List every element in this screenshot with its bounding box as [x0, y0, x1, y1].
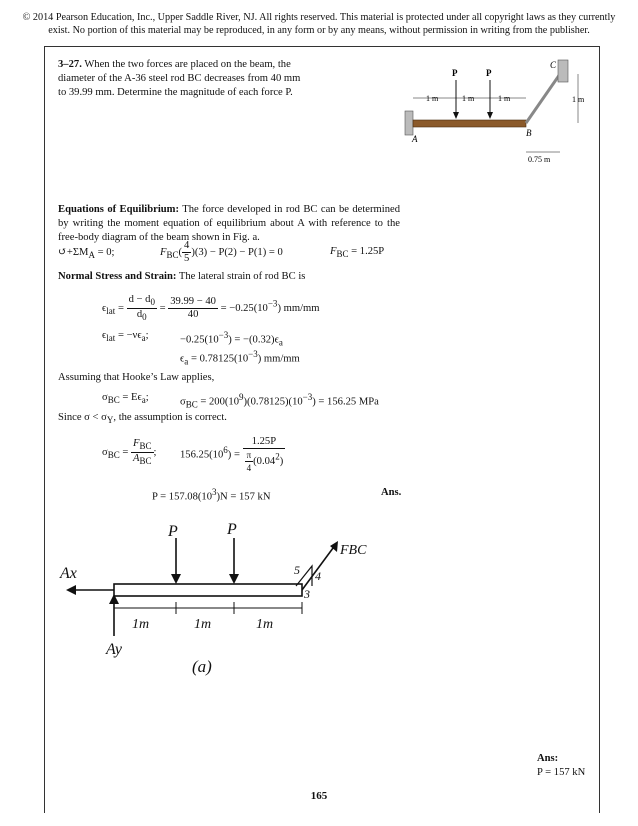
- dim-1: 1 m: [426, 94, 439, 103]
- assumption-check: [58, 412, 227, 425]
- fbd-label-fbc: FBC: [340, 543, 367, 558]
- moment-body-rest: (3) − P(2) − P(1) = 0: [194, 246, 283, 258]
- hooke-eq-sub: a: [141, 395, 146, 406]
- stress-frac-den: [131, 453, 154, 467]
- poisson-eq: = −νϵ: [115, 330, 142, 341]
- strain-fraction-2: [168, 296, 218, 321]
- beam-figure: [400, 56, 600, 166]
- moment-body-f: F: [160, 246, 167, 258]
- hooke-rhs-c: )(0.78125)(10: [243, 396, 303, 408]
- fbd-label-p1: P: [168, 523, 178, 540]
- stress-frac-num-sub: BC: [139, 441, 152, 452]
- final-b: )N = 157 kN: [216, 491, 271, 503]
- hooke-rhs-b: = 200(10: [197, 396, 240, 408]
- normal-stress-paragraph: [58, 270, 400, 284]
- fbd-p1-arrowhead: [171, 574, 181, 584]
- poisson-lhs-sub: lat: [106, 333, 116, 344]
- stress-frac-num: [131, 438, 154, 453]
- fbd-dim-3: 1m: [256, 617, 274, 632]
- free-body-diagram: [58, 516, 388, 686]
- normal-heading: Normal Stress and Strain:: [58, 271, 177, 282]
- poisson-rhs-sub: a: [278, 337, 283, 348]
- moment-fraction: [182, 240, 191, 265]
- strain-frac2-den: 40: [187, 309, 199, 321]
- poisson-rhs-end: ) = −(0.32)ϵ: [228, 334, 279, 346]
- moment-eq-zero: = 0;: [94, 247, 115, 258]
- axial-strain-result: [180, 349, 300, 367]
- axial-lhs: ϵ: [180, 353, 185, 365]
- stress-frac-num-text: F: [133, 438, 140, 449]
- problem-text: When the two forces are placed on the beam, the diameter of the A-36 steel rod BC decreases from 40 mm to 39.99 mm. Determine the magnitude of each force P.: [58, 59, 301, 98]
- moment-result: [330, 246, 384, 259]
- lateral-strain-equation: $\epsilon_{lat}$ = $\frac{d - d_0}{d_0}$ = $\frac{39.99 - 40}{40}$ = $-0.25(10^{-3})$ mm/mm: [102, 294, 320, 323]
- stress-equation: [102, 438, 156, 467]
- hooke-semicolon: ;: [145, 392, 149, 403]
- stress-fraction: [131, 438, 154, 467]
- moment-body-sub: BC: [166, 250, 179, 261]
- stress-rhs-den-end: ): [279, 455, 284, 467]
- answer-value: P = 157 kN: [537, 767, 586, 778]
- moment-equation-body: $F_{BC}$( $\frac{4}{5}$ )(3) − P(2) − P(1) = 0: [160, 240, 283, 264]
- label-a: A: [412, 134, 418, 144]
- moment-eq-left: ↺+ΣM: [58, 247, 89, 258]
- strain-frac1-den: $d_0$: [136, 309, 147, 323]
- fbd-label-3: 3: [304, 587, 310, 601]
- hooke-eq: = Eϵ: [119, 392, 142, 403]
- copyright-notice: [18, 11, 620, 37]
- strain-result: = −0.25(10: [220, 303, 268, 315]
- stress-rhs-den: [243, 449, 286, 474]
- stress-rhs-den-pi: π: [246, 450, 252, 460]
- equilibrium-paragraph: [58, 203, 400, 245]
- stress-rhs-exp: 6: [223, 444, 228, 455]
- answer-label: Ans:: [537, 753, 559, 764]
- strain-frac1-num-text: d − d: [128, 294, 151, 305]
- moment-frac-num: 4: [184, 240, 190, 251]
- moment-eq-sub: A: [88, 250, 95, 261]
- axial-end: ) mm/mm: [257, 353, 300, 365]
- stress-frac-den-text: A: [133, 453, 140, 465]
- dim-vertical: 1 m: [572, 95, 585, 104]
- strain-eq: =: [115, 303, 127, 315]
- answer-box: [537, 752, 585, 780]
- wall-support-c: [558, 60, 568, 82]
- equilibrium-text: The force developed in rod BC can be determined by writing the moment equation of equilibrium about A with reference to the free-body diagram of the beam shown in Fig. a.: [58, 204, 401, 243]
- copyright-line-1: © 2014 Pearson Education, Inc., Upper Saddle River, NJ. All rights reserved. This material is protected under all copyright laws as they currently: [22, 12, 616, 23]
- stress-lhs-sub: BC: [107, 450, 120, 461]
- poisson-rhs-exp: −3: [218, 330, 229, 340]
- fbd-label-4: 4: [315, 569, 321, 583]
- fbd-fbc-arrow: [302, 544, 336, 590]
- hooke-rhs-sub: BC: [185, 399, 198, 410]
- stress-rhs-den-val: (0.04: [253, 455, 276, 467]
- arrowhead-p1: [453, 112, 459, 119]
- normal-text: The lateral strain of rod BC is: [178, 271, 306, 282]
- axial-val: = 0.78125(10: [188, 353, 249, 365]
- wall-support-a: [405, 111, 413, 135]
- hooke-text: Assuming that Hooke’s Law applies,: [58, 372, 215, 383]
- label-c: C: [550, 60, 557, 70]
- fbd-caption: (a): [192, 657, 212, 676]
- hooke-equation: [102, 392, 149, 405]
- label-p1: P: [452, 68, 458, 78]
- hooke-rhs-a: σ: [180, 396, 186, 408]
- fbd-dim-2: 1m: [194, 617, 212, 632]
- problem-number: 3–27.: [58, 59, 82, 70]
- strain-result-exp: −3: [267, 298, 278, 309]
- poisson-eq-sub: a: [141, 333, 146, 344]
- strain-lhs-sub: lat: [106, 306, 116, 317]
- stress-rhs: [180, 436, 285, 474]
- poisson-equation: [102, 330, 149, 343]
- fbd-dim-1: 1m: [132, 617, 150, 632]
- stress-rhs-num: 1.25P: [243, 436, 286, 449]
- strain-result-end: ) mm/mm: [277, 303, 320, 315]
- fbd-p2-arrowhead: [229, 574, 239, 584]
- moment-frac-den: 5: [184, 253, 190, 264]
- hooke-rhs-exp2: −3: [302, 392, 313, 402]
- stress-semicolon: ;: [153, 447, 157, 459]
- since-text-sub: Y: [106, 415, 114, 426]
- moment-result-f: F: [330, 246, 337, 257]
- stress-rhs-b: ) =: [227, 449, 243, 461]
- fbd-label-ax: Ax: [60, 565, 77, 582]
- copyright-line-2: exist. No portion of this material may be reproduced, in any form or by any means, without permission in writing from the publisher.: [48, 25, 590, 36]
- fbd-ax-arrowhead: [66, 585, 76, 595]
- hooke-lhs-sub: BC: [107, 395, 120, 406]
- hooke-rhs: [180, 392, 379, 410]
- poisson-lhs: ϵ: [102, 330, 107, 341]
- stress-rhs-a: 156.25(10: [180, 449, 224, 461]
- label-p2: P: [486, 68, 492, 78]
- dim-2: 1 m: [462, 94, 475, 103]
- final-a: P = 157.08(10: [152, 491, 213, 503]
- strain-frac1-num: $d - d_0$: [128, 294, 155, 308]
- fbd-label-ay: Ay: [106, 641, 122, 658]
- equilibrium-heading: Equations of Equilibrium:: [58, 204, 180, 215]
- moment-result-sub: BC: [336, 249, 349, 260]
- page-number: 165: [310, 790, 328, 802]
- since-text-b: , the assumption is correct.: [113, 412, 227, 423]
- rod-bc: [526, 74, 560, 123]
- final-result: [152, 487, 270, 503]
- arrowhead-p2: [487, 112, 493, 119]
- strain-fraction-1: [127, 294, 157, 323]
- ans-label: Ans.: [381, 487, 402, 498]
- stress-rhs-den-4: 4: [246, 463, 252, 473]
- since-text-a: Since σ < σ: [58, 412, 107, 423]
- poisson-rhs-a: −0.25(10: [180, 334, 219, 346]
- hooke-rhs-exp1: 9: [239, 392, 244, 402]
- poisson-rhs: [180, 330, 283, 348]
- moment-equation: [58, 246, 114, 260]
- poisson-semicolon: ;: [145, 330, 149, 341]
- stress-lhs: σ: [102, 447, 108, 459]
- strain-lhs: ϵ: [102, 303, 107, 315]
- stress-eq: =: [119, 447, 132, 459]
- axial-exp: −3: [248, 349, 258, 359]
- stress-rhs-den-exp: 2: [275, 451, 280, 462]
- fbd-label-5: 5: [294, 563, 300, 577]
- problem-statement: [58, 58, 308, 100]
- strain-frac2-num: 39.99 − 40: [170, 296, 216, 308]
- fbd-beam: [114, 584, 302, 596]
- beam: [413, 120, 526, 127]
- label-b: B: [526, 128, 532, 138]
- axial-lhs-sub: a: [184, 356, 189, 367]
- final-exp: 3: [212, 487, 217, 497]
- strain-frac1-den-text: d: [136, 309, 143, 321]
- dim-3: 1 m: [498, 94, 511, 103]
- dim-bottom: 0.75 m: [528, 155, 551, 164]
- stress-rhs-fraction: [243, 436, 286, 474]
- hooke-lhs: σ: [102, 392, 108, 403]
- moment-result-val: = 1.25P: [348, 246, 385, 257]
- hooke-rhs-d: ) = 156.25 MPa: [312, 396, 379, 408]
- stress-frac-den-sub: BC: [139, 456, 152, 467]
- fbd-label-p2: P: [227, 521, 237, 538]
